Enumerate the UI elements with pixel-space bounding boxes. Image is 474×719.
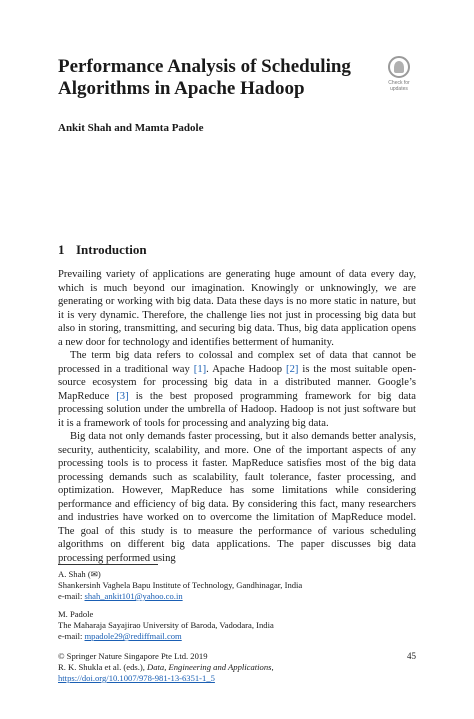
paragraph-1: Prevailing variety of applications are generating huge amount of data every day, which is much beyond our imagination. Knowingly or unknowingly, we are generating or working with big data. Data these days is no more static in nature, but it is very dynamic. Therefore, the challenge lies not just in processing big data but also in storing, transmitting, and securing big data. Thus, big data application opens a new door for technology and identifies betterment of humanity. [58,269,416,348]
author1-affiliation: Shankersinh Vaghela Bapu Institute of Technology, Gandhinagar, India [58,580,303,590]
check-for-updates-badge[interactable] [382,56,416,100]
author1-email-link[interactable]: shah_ankit101@yahoo.co.in [84,591,183,601]
citation-link-2[interactable]: [2] [286,363,299,375]
author2-name: M. Padole [58,609,94,619]
citation-link-3[interactable]: [3] [116,390,129,402]
citation-link-1[interactable]: [1] [193,363,207,375]
section-title: Introduction [76,242,147,257]
author1-footnote [58,569,416,602]
author1-name: A. Shah (✉) [58,569,101,579]
paragraph-3: Big data not only demands faster processing, but it also demands better analysis, security, authenticity, scalability, and more. One of the important aspects of any processing tools is to process it faster. MapReduce satisfies most of the big data processing demands such as scalability, fault tolerance, faster processing, and optimization. However, MapReduce has some limitations while considering performance and efficiency of big data. By considering this fact, many researchers and industries have worked on to overcome the limitation of MapReduce model. The goal of this study is to measure the performance of various scheduling algorithms on different big data applications. The paper discusses big data processing performed using [58,431,416,564]
paper-title: Performance Analysis of Scheduling Algorithms in Apache Hadoop [58,56,351,99]
copyright-block [58,651,416,684]
author2-footnote [58,609,416,642]
check-updates-label: Check for updates [388,80,410,92]
author2-email-link[interactable]: mpadole29@rediffmail.com [84,631,182,641]
paragraph-2: The term big data refers to colossal and complex set of data that cannot be processed in a traditional way [1]. Apache Hadoop [2] is the most suitable open-source ecosystem for processing big data in a distributed manner. Google’s MapReduce [3] is the best proposed programming framework for big data processing solution under the umbrella of Hadoop. Hadoop is not just software but it is a framework of tools for processing and analyzing big data. [58,350,416,429]
section-body [58,268,416,565]
author2-affiliation: The Maharaja Sayajirao University of Baroda, Vadodara, India [58,620,274,630]
footnote-divider [58,564,158,565]
author-list: Ankit Shah and Mamta Padole [58,122,204,134]
check-updates-icon [388,56,410,78]
section-heading [58,242,147,258]
author2-email-line: e-mail: mpadole29@rediffmail.com [58,631,182,641]
copyright-line: © Springer Nature Singapore Pte Ltd. 2019 [58,651,208,661]
doi-link[interactable]: https://doi.org/10.1007/978-981-13-6351-1_5 [58,673,215,683]
page-number: 45 [407,651,416,661]
citation-line: R. K. Shukla et al. (eds.), Data, Engineering and Applications, [58,662,274,672]
author-footnotes [58,569,416,649]
section-number: 1 [58,242,65,257]
author1-email-line: e-mail: shah_ankit101@yahoo.co.in [58,591,183,601]
